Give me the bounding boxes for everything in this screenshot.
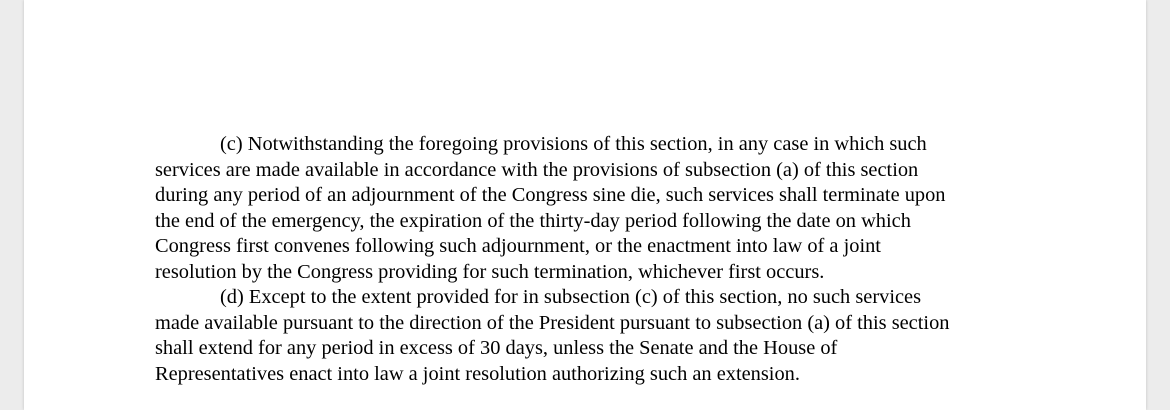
paragraph-d xyxy=(155,285,1035,387)
paragraph-line: the end of the emergency, the expiration of the thirty-day period following the date on which xyxy=(155,209,911,232)
paragraph-line: (d) Except to the extent provided for in subsection (c) of this section, no such services xyxy=(220,286,922,308)
paragraph-line: Representatives enact into law a joint resolution authorizing such an extension. xyxy=(155,362,800,385)
paragraph-line: made available pursuant to the direction of the President pursuant to subsection (a) of this section xyxy=(155,311,950,334)
document-body xyxy=(155,132,1035,387)
paragraph-c xyxy=(155,132,1035,285)
document-page xyxy=(24,0,1146,410)
paragraph-line: Congress first convenes following such adjournment, or the enactment into law of a joint xyxy=(155,235,881,257)
paragraph-line: during any period of an adjournment of the Congress sine die, such services shall terminate upon xyxy=(155,184,946,206)
paragraph-line: services are made available in accordance with the provisions of subsection (a) of this section xyxy=(155,158,919,181)
paragraph-line: shall extend for any period in excess of 30 days, unless the Senate and the House of xyxy=(155,337,838,359)
paragraph-line: (c) Notwithstanding the foregoing provisions of this section, in any case in which such xyxy=(220,133,927,155)
paragraph-line: resolution by the Congress providing for such termination, whichever first occurs. xyxy=(155,260,825,283)
